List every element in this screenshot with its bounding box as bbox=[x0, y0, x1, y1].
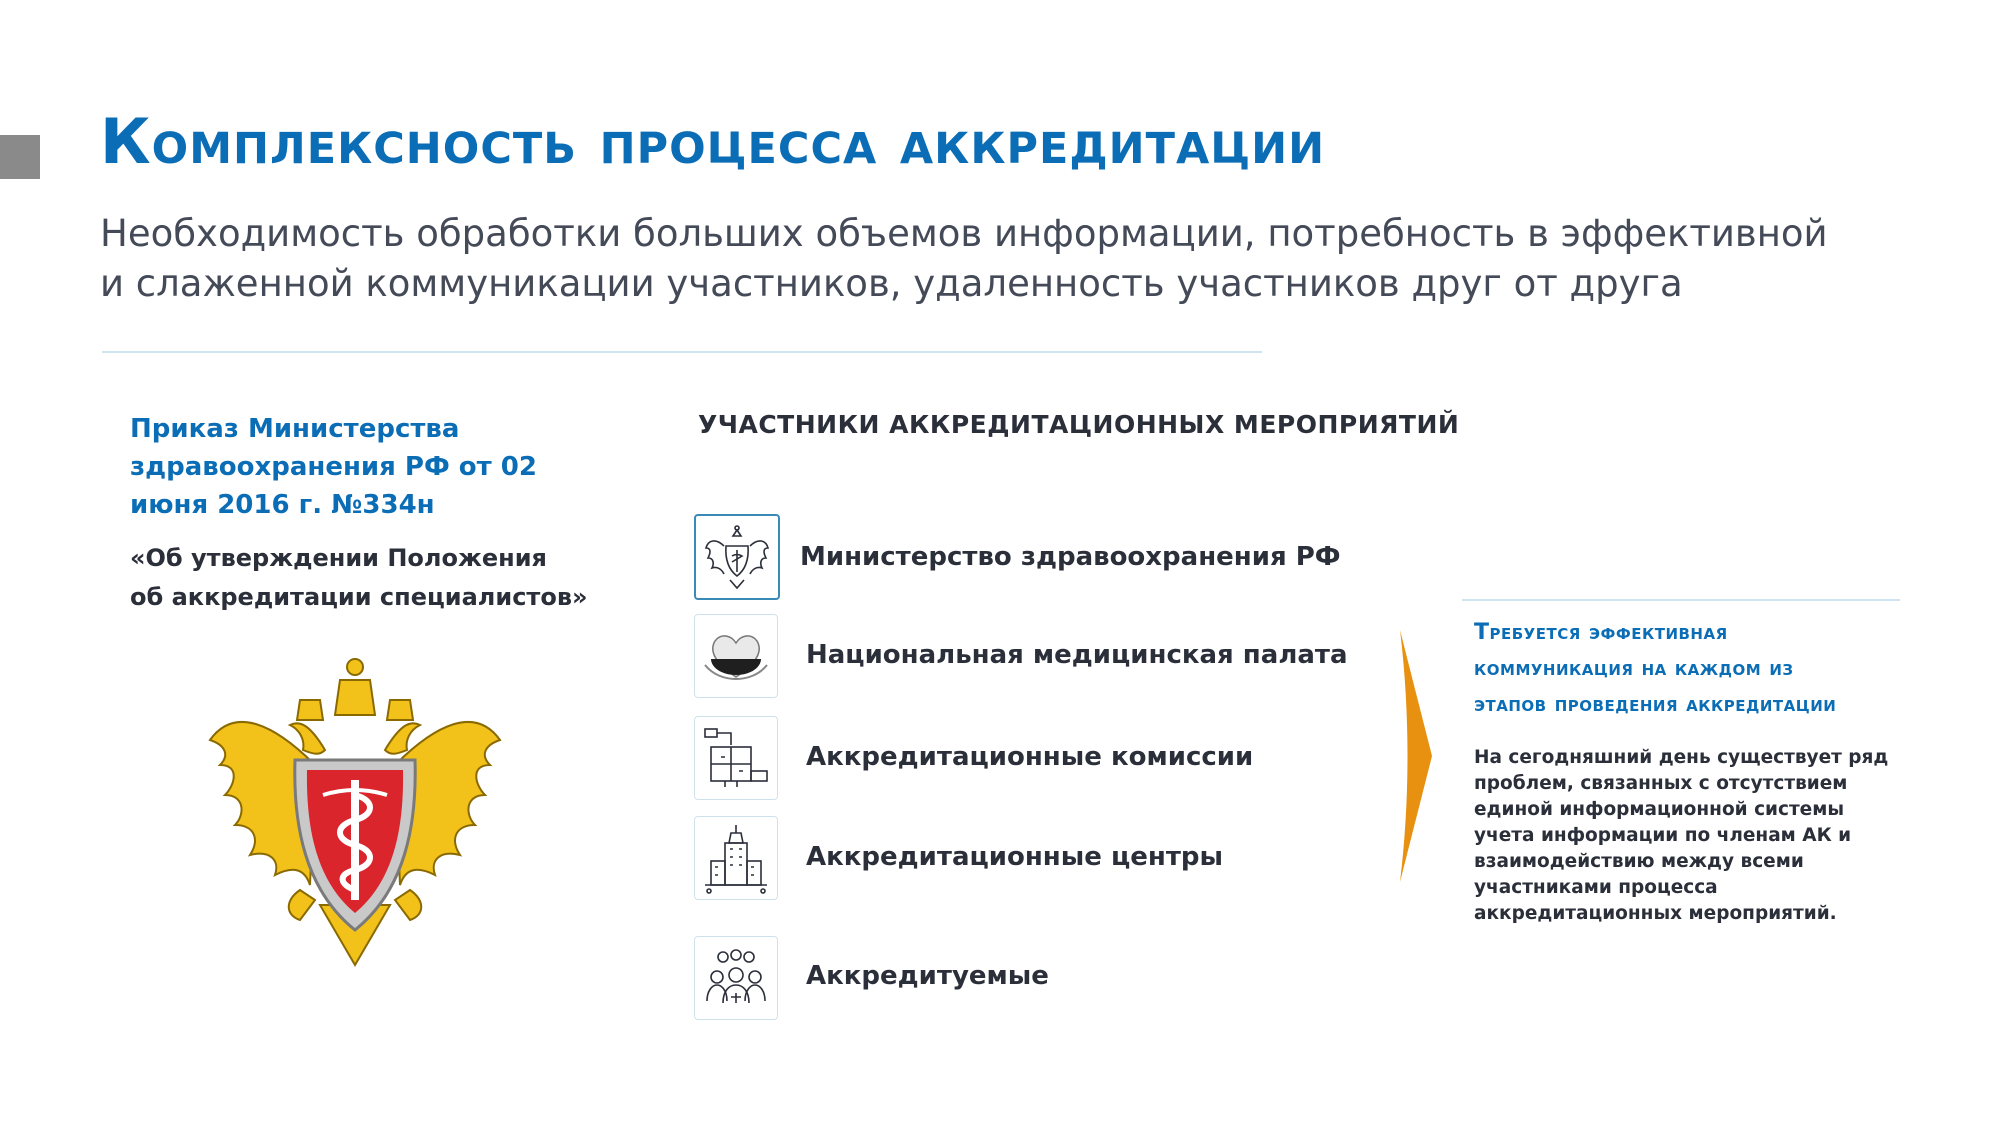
commission-icon bbox=[694, 716, 778, 800]
callout-description-line-3: единой информационной системы bbox=[1474, 799, 1845, 820]
participant-label-accredited: Аккредитуемые bbox=[806, 961, 1049, 991]
callout-divider bbox=[1462, 599, 1900, 601]
callout-description-line-1: На сегодняшний день существует ряд bbox=[1474, 747, 1889, 768]
callout-title-line-2: коммуникация на каждом из bbox=[1474, 656, 1794, 681]
callout-description-line-6: участниками процесса bbox=[1474, 877, 1718, 898]
callout-description-line-5: взаимодействию между всеми bbox=[1474, 851, 1804, 872]
heart-hands-icon bbox=[694, 614, 778, 698]
chevron-right-icon bbox=[1400, 630, 1432, 882]
callout-description-line-2: проблем, связанных с отсутствием bbox=[1474, 773, 1848, 794]
subtitle-line-2: и слаженной коммуникации участников, удаленность участников друг от друга bbox=[100, 262, 1683, 305]
ministry-coat-of-arms-icon bbox=[694, 514, 780, 600]
order-title-line-1: Приказ Министерства bbox=[130, 414, 460, 444]
ministry-emblem-icon bbox=[205, 645, 505, 975]
participant-label-ministry: Министерство здравоохранения РФ bbox=[800, 542, 1341, 572]
callout-title-line-1: Требуется эффективная bbox=[1474, 620, 1728, 645]
order-document-line-2: об аккредитации специалистов» bbox=[130, 583, 588, 611]
callout-title-line-3: этапов проведения аккредитации bbox=[1474, 692, 1837, 717]
order-title-line-2: здравоохранения РФ от 02 bbox=[130, 452, 537, 482]
order-document-line-1: «Об утверждении Положения bbox=[130, 544, 547, 572]
callout-description-line-7: аккредитационных мероприятий. bbox=[1474, 903, 1837, 924]
header-divider bbox=[102, 351, 1262, 353]
participant-label-chamber: Национальная медицинская палата bbox=[806, 640, 1348, 670]
page-title: Комплексность процесса аккредитации bbox=[100, 105, 1326, 178]
participants-heading: УЧАСТНИКИ АККРЕДИТАЦИОННЫХ МЕРОПРИЯТИЙ bbox=[698, 410, 1460, 439]
subtitle-line-1: Необходимость обработки больших объемов информации, потребность в эффективной bbox=[100, 212, 1828, 255]
people-group-icon bbox=[694, 936, 778, 1020]
title-square-marker bbox=[0, 135, 40, 179]
participant-label-commissions: Аккредитационные комиссии bbox=[806, 742, 1254, 772]
order-title-line-3: июня 2016 г. №334н bbox=[130, 490, 435, 520]
callout-description-line-4: учета информации по членам АК и bbox=[1474, 825, 1852, 846]
participant-label-centers: Аккредитационные центры bbox=[806, 842, 1224, 872]
building-icon bbox=[694, 816, 778, 900]
